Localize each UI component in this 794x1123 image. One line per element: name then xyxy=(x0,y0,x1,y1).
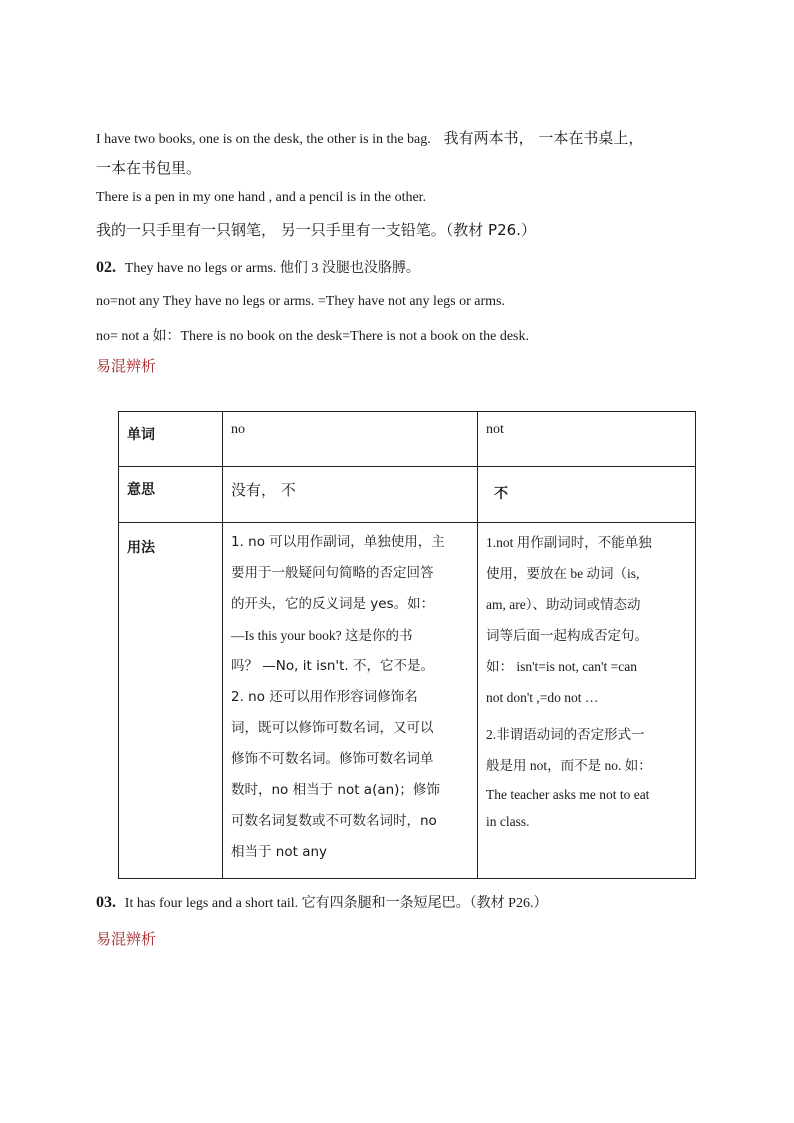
intro-line-2: 一本在书包里。 xyxy=(96,159,202,177)
item-02-rule-2: no= not a 如：There is no book on the desk=There is not a book on the desk. xyxy=(96,329,529,344)
no-usage-line: 要用于一般疑问句简略的否定回答 xyxy=(231,565,434,581)
not-usage-line: not don't ,=do not … xyxy=(486,690,599,705)
table-cell-no-meaning: 没有， 不 xyxy=(223,467,478,523)
section-label-confusables-2: 易混辨析 xyxy=(96,930,157,948)
not-usage-line: 词等后面一起构成否定句。 xyxy=(486,628,648,643)
table-row-usage xyxy=(119,523,696,879)
not-usage-line: 1.not 用作副词时，不能单独 xyxy=(486,535,652,550)
item-02-heading xyxy=(96,257,420,277)
not-usage-line: The teacher asks me not to eat xyxy=(486,787,650,802)
no-usage-line: 吗？ —No, it isn't. 不，它不是。 xyxy=(231,658,434,674)
table-row-meaning xyxy=(119,467,696,523)
table-row-word xyxy=(119,412,696,467)
not-usage-line: am, are）、助动词或情态动 xyxy=(486,597,641,612)
comparison-table xyxy=(118,411,696,879)
not-usage-line: 2.非谓语动词的否定形式一 xyxy=(486,727,645,742)
no-usage-line: —Is this your book? 这是你的书 xyxy=(231,628,413,643)
intro-line-1-en: I have two books, one is on the desk, the other is in the bag. xyxy=(96,132,431,147)
table-cell-no-word: no xyxy=(223,412,478,467)
item-03-text: It has four legs and a short tail. 它有四条腿和一条短尾巴。（教材 P26.） xyxy=(124,896,548,911)
no-usage-line: 可数名词复数或不可数名词时，no xyxy=(231,813,437,829)
intro-line-3: There is a pen in my one hand , and a pencil is in the other. xyxy=(96,190,427,205)
not-usage-line: 如： isn't=is not, can't =can xyxy=(486,659,637,674)
not-usage-line: in class. xyxy=(486,814,530,829)
table-header-word: 单词 xyxy=(119,412,223,467)
table-cell-not-meaning: 不 xyxy=(478,467,696,523)
table-header-usage: 用法 xyxy=(119,523,223,879)
no-usage-line: 数时，no 相当于 not a(an)；修饰 xyxy=(231,782,440,798)
intro-line-1-zh: 我有两本书， 一本在书桌上， xyxy=(443,129,644,147)
intro-line-4: 我的一只手里有一只钢笔， 另一只手里有一支铅笔。（教材 P26.） xyxy=(96,221,536,239)
item-02-rule-1: no=not any They have no legs or arms. =They have not any legs or arms. xyxy=(96,294,505,309)
item-03-number: 03. xyxy=(96,894,116,911)
not-usage-line: 使用，要放在 be 动词（is, xyxy=(486,566,640,581)
table-cell-no-usage xyxy=(223,523,478,879)
item-02-number: 02. xyxy=(96,259,116,276)
table-cell-not-usage xyxy=(478,523,696,879)
no-usage-line: 相当于 not any xyxy=(231,844,328,860)
no-usage-line: 修饰不可数名词。修饰可数名词单 xyxy=(231,751,434,767)
not-usage-line: 般是用 not，而不是 no. 如： xyxy=(486,758,652,773)
section-label-confusables-1: 易混辨析 xyxy=(96,357,157,375)
table-cell-not-word: not xyxy=(478,412,696,467)
no-usage-line: 1. no 可以用作副词，单独使用，主 xyxy=(231,534,445,550)
no-usage-line: 的开头，它的反义词是 yes。如： xyxy=(231,596,435,612)
no-usage-line: 2. no 还可以用作形容词修饰名 xyxy=(231,689,418,705)
item-02-text: They have no legs or arms. 他们 3 没腿也没胳膊。 xyxy=(124,261,420,276)
item-03-heading xyxy=(96,892,547,912)
table-header-meaning: 意思 xyxy=(119,467,223,523)
intro-line-1 xyxy=(96,127,643,148)
no-usage-line: 词，既可以修饰可数名词，又可以 xyxy=(231,720,434,736)
